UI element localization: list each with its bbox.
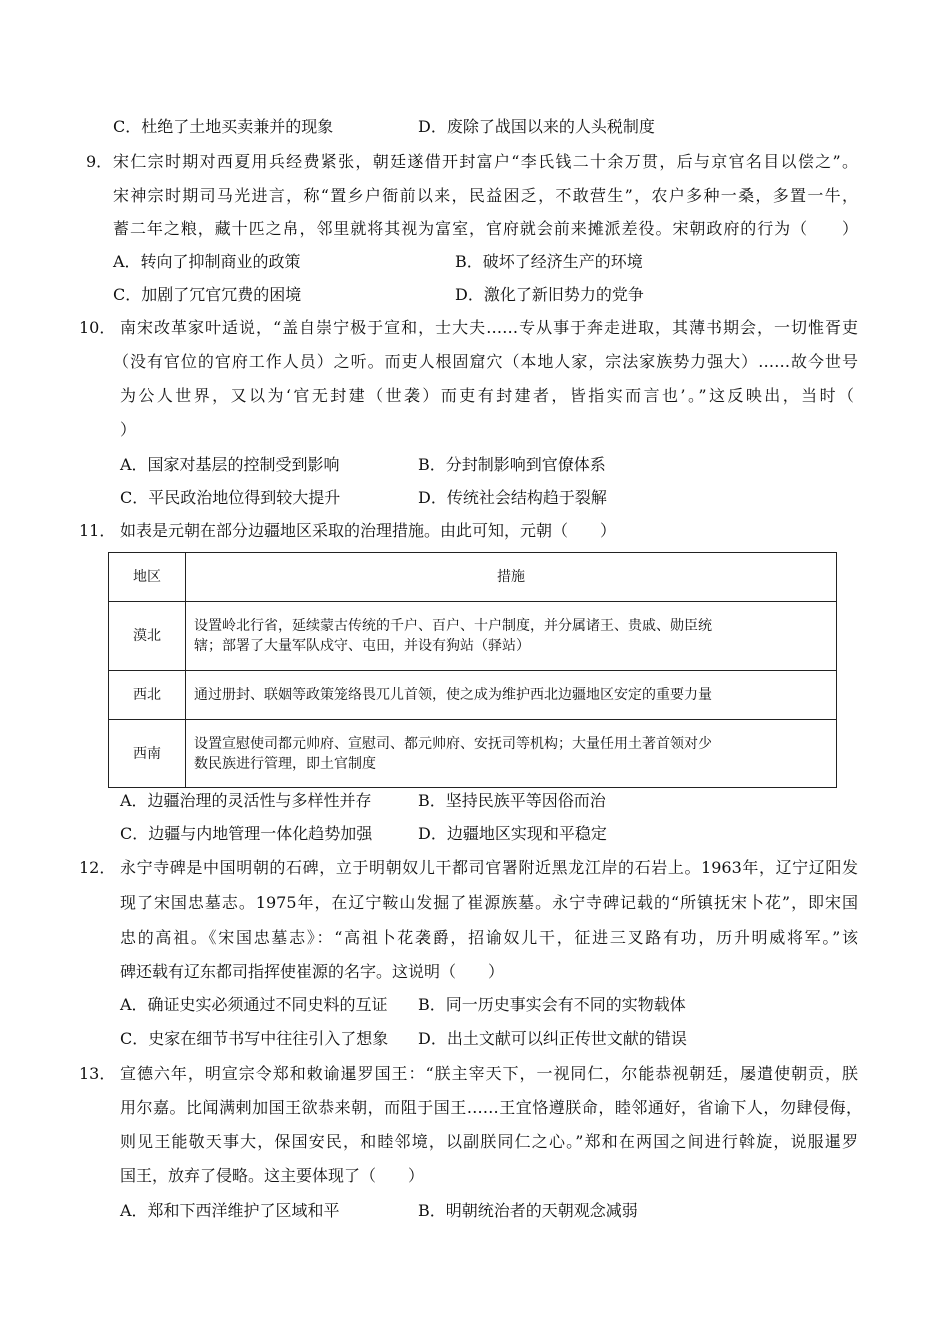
stem-line: （没有官位的官府工作人员）之听。而吏人根固窟穴（本地人家，宗法家族势力强大）……故今世号 bbox=[113, 352, 858, 371]
option-d: D．传统社会结构趋于裂解 bbox=[418, 488, 607, 507]
option-c: C．史家在细节书写中往往引入了想象 bbox=[120, 1029, 389, 1048]
region-cell: 西南 bbox=[109, 720, 186, 788]
region-cell: 漠北 bbox=[109, 602, 186, 671]
option-b: B．破坏了经济生产的环境 bbox=[455, 252, 643, 271]
option-b: B．明朝统治者的天朝观念减弱 bbox=[418, 1201, 638, 1220]
region-cell: 西北 bbox=[109, 671, 186, 720]
question-number: 12． bbox=[79, 858, 116, 877]
stem-line: 用尔嘉。比闻满剌加国王欲恭来朝，而阻于国王……王宜恪遵朕命，睦邻通好，省谕下人，勿肆侵侮， bbox=[120, 1098, 862, 1117]
measures-cell bbox=[186, 602, 837, 671]
stem-line: 蓄二年之粮，藏十匹之帛，邻里就将其视为富室，官府就会前来摊派差役。宋朝政府的行为（ ） bbox=[113, 219, 858, 238]
stem-line: 忠的高祖。《宋国忠墓志》：“高祖卜花袭爵，招谕奴儿干，征进三叉路有功，历升明威将军。”该 bbox=[120, 928, 858, 947]
stem-line: 南宋改革家叶适说，“盖自崇宁极于宣和，士大夫……专从事于奔走进取，其薄书期会，一切惟胥吏 bbox=[120, 318, 858, 337]
table-row bbox=[109, 720, 837, 788]
option-b: B．坚持民族平等因俗而治 bbox=[418, 791, 606, 810]
stem-line: 碑还载有辽东都司指挥使崔源的名字。这说明（ ） bbox=[120, 962, 505, 981]
option-a: A．确证史实必须通过不同史料的互证 bbox=[120, 995, 388, 1014]
question-number: 13． bbox=[79, 1064, 116, 1083]
option-d: D．激化了新旧势力的党争 bbox=[455, 285, 644, 304]
question-number: 9． bbox=[86, 152, 113, 171]
stem-line: 则见王能敬天事大，保国安民，和睦邻境，以副朕同仁之心。”郑和在两国之间进行斡旋，说服暹罗 bbox=[120, 1132, 858, 1151]
table-row bbox=[109, 671, 837, 720]
measures-line: 数民族进行管理，即土官制度 bbox=[194, 755, 376, 772]
measures-line: 设置宣慰使司都元帅府、宣慰司、都元帅府、安抚司等机构；大量任用土著首领对少 bbox=[194, 735, 712, 752]
stem-line: 现了宋国忠墓志。1975年，在辽宁鞍山发掘了崔源族墓。永宁寺碑记载的“所镇抚宋卜花”，即宋国 bbox=[120, 893, 858, 912]
table-row bbox=[109, 602, 837, 671]
stem-line: ） bbox=[120, 420, 137, 439]
option-c: C．平民政治地位得到较大提升 bbox=[120, 488, 341, 507]
measures-line: 设置岭北行省，延续蒙古传统的千户、百户、十户制度，并分属诸王、贵戚、勋臣统 bbox=[194, 618, 712, 634]
header-measures: 措施 bbox=[186, 553, 837, 602]
stem-line: 如表是元朝在部分边疆地区采取的治理措施。由此可知，元朝（ ） bbox=[120, 521, 617, 540]
stem-line: 宣德六年，明宣宗令郑和敕谕暹罗国王：“朕主宰天下，一视同仁，尔能恭视朝廷，屡遣使朝贡，朕 bbox=[120, 1064, 858, 1083]
governance-table bbox=[108, 552, 837, 788]
table-header-row bbox=[109, 553, 837, 602]
option-a: A．边疆治理的灵活性与多样性并存 bbox=[120, 791, 372, 810]
option-a: A．郑和下西洋维护了区域和平 bbox=[120, 1201, 340, 1220]
measures-cell bbox=[186, 720, 837, 788]
option-d: D．出土文献可以纠正传世文献的错误 bbox=[418, 1029, 687, 1048]
option-c: C．边疆与内地管理一体化趋势加强 bbox=[120, 824, 373, 843]
header-region: 地区 bbox=[109, 553, 186, 602]
stem-line: 永宁寺碑是中国明朝的石碑，立于明朝奴儿干都司官署附近黑龙江岸的石岩上。1963年，辽宁辽阳发 bbox=[120, 858, 858, 877]
option-d: D．废除了战国以来的人头税制度 bbox=[418, 117, 655, 136]
option-c: C．杜绝了土地买卖兼并的现象 bbox=[113, 117, 334, 136]
option-b: B．同一历史事实会有不同的实物载体 bbox=[418, 995, 686, 1014]
stem-line: 国王，放弃了侵略。这主要体现了（ ） bbox=[120, 1166, 425, 1185]
option-d: D．边疆地区实现和平稳定 bbox=[418, 824, 607, 843]
option-c: C．加剧了冗官冗费的困境 bbox=[113, 285, 302, 304]
option-a: A．转向了抑制商业的政策 bbox=[113, 252, 301, 271]
measures-cell bbox=[186, 671, 837, 720]
option-b: B．分封制影响到官僚体系 bbox=[418, 455, 606, 474]
option-a: A．国家对基层的控制受到影响 bbox=[120, 455, 340, 474]
measures-line: 辖；部署了大量军队戍守、屯田，并设有狗站（驿站） bbox=[194, 638, 530, 654]
stem-line: 宋仁宗时期对西夏用兵经费紧张，朝廷遂借开封富户“李氏钱二十余万贯，后与京官名目以偿之”。 bbox=[113, 152, 858, 171]
question-number: 11． bbox=[79, 521, 116, 540]
stem-line: 宋神宗时期司马光进言，称“置乡户衙前以来，民益困乏，不敢营生”，农户多种一桑，多置一牛， bbox=[113, 186, 858, 205]
question-number: 10． bbox=[79, 318, 116, 337]
measures-line: 通过册封、联姻等政策笼络畏兀儿首领，使之成为维护西北边疆地区安定的重要力量 bbox=[194, 687, 712, 703]
stem-line: 为公人世界，又以为‘官无封建（世袭）而吏有封建者，皆指实而言也’。”这反映出，当时（ bbox=[120, 386, 854, 405]
